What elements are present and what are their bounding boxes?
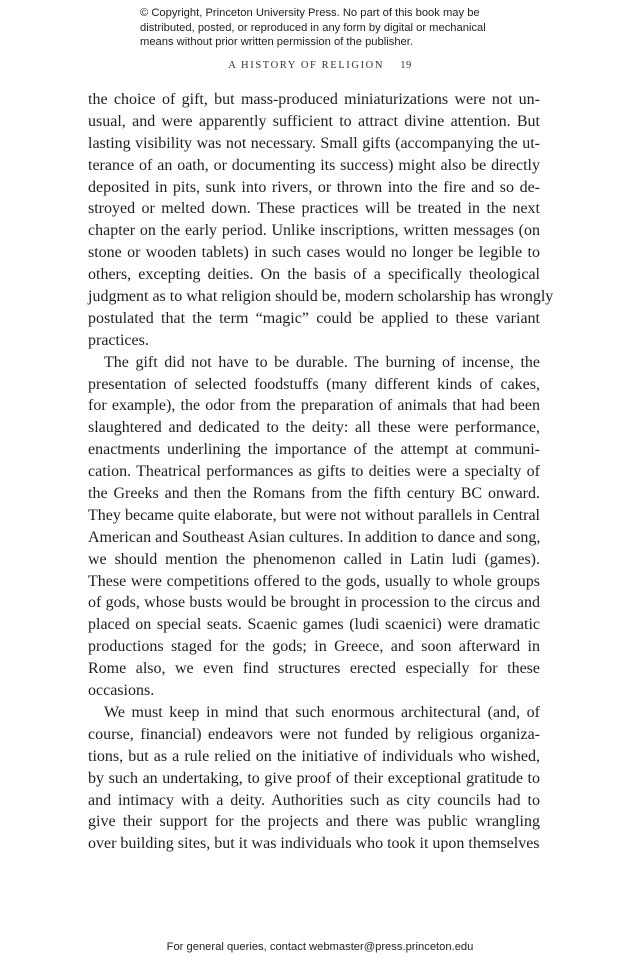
text-line: The gift did not have to be durable. The burning of incense, the — [104, 353, 540, 371]
text-line: slaughtered and dedicated to the deity: all these were performance, — [88, 419, 540, 437]
text-line: enactments underlining the importance of the attempt at communi- — [88, 441, 540, 459]
text-line: We must keep in mind that such enormous architectural (and, of — [104, 703, 540, 721]
copyright-notice — [140, 6, 520, 50]
text-line: cation. Theatrical performances as gifts to deities were a specialty of — [88, 463, 540, 481]
paragraph — [88, 702, 540, 855]
text-line: stroyed or melted down. These practices will be treated in the next — [88, 200, 540, 218]
text-line: course, financial) endeavors were not funded by religious organiza- — [88, 725, 540, 743]
text-line: postulated that the term “magic” could be applied to these variant — [88, 309, 540, 327]
text-line: the Greeks and then the Romans from the fifth century BC onward. — [88, 485, 540, 503]
text-line: the choice of gift, but mass-produced miniaturizations were not un- — [88, 91, 540, 108]
page-number: 19 — [400, 60, 412, 71]
text-line: American and Southeast Asian cultures. In addition to dance and song, — [88, 528, 541, 546]
text-line: presentation of selected foodstuffs (many different kinds of cakes, — [88, 375, 540, 393]
copyright-line: means without prior written permission of the publisher. — [140, 36, 413, 48]
text-line: deposited in pits, sunk into rivers, or thrown into the fire and so de- — [88, 178, 540, 196]
text-line: occasions. — [88, 682, 155, 700]
paragraph — [88, 89, 554, 352]
text-line: by such an undertaking, to give proof of their exceptional gratitude to — [88, 769, 540, 787]
text-line: tions, but as a rule relied on the initiative of individuals who wished, — [88, 747, 540, 765]
text-line: we should mention the phenomenon called in Latin ludi (games). — [88, 550, 540, 568]
text-line: They became quite elaborate, but were not without parallels in Central — [88, 506, 540, 524]
running-head-title: A HISTORY OF RELIGION — [228, 60, 385, 71]
text-line: productions staged for the gods; in Greece, and soon afterward in — [88, 638, 540, 656]
text-line: others, excepting deities. On the basis of a specifically theological — [88, 266, 540, 284]
footer-contact: For general queries, contact webmaster@press.princeton.edu — [166, 941, 474, 953]
running-head — [0, 60, 640, 71]
paragraph — [88, 352, 540, 702]
text-line: for example), the odor from the preparation of animals that had been — [88, 397, 540, 415]
text-line: stone or wooden tablets) in such cases would no longer be legible to — [88, 244, 540, 262]
text-line: give their support for the projects and there was public wrangling — [88, 813, 540, 831]
copyright-line: distributed, posted, or reproduced in any form by digital or mechanical — [140, 21, 486, 34]
text-line: of gods, whose busts would be brought in procession to the circus and — [88, 594, 540, 612]
text-line: lasting visibility was not necessary. Small gifts (accompanying the ut- — [88, 134, 540, 152]
text-line: placed on special seats. Scaenic games (ludi scaenici) were dramatic — [88, 616, 540, 634]
text-line: These were competitions offered to the gods, usually to whole groups — [88, 572, 540, 590]
text-line: Rome also, we even find structures erected especially for these — [88, 660, 540, 678]
text-line: and intimacy with a deity. Authorities such as city councils had to — [88, 791, 540, 809]
text-line: practices. — [88, 331, 149, 349]
text-line: judgment as to what religion should be, modern scholarship has wrongly — [88, 288, 554, 306]
text-line: terance of an oath, or documenting its success) might also be directly — [88, 156, 540, 174]
body-text — [88, 89, 554, 855]
text-line: over building sites, but it was individuals who took it upon themselves — [88, 835, 540, 853]
copyright-line: © Copyright, Princeton University Press. No part of this book may be — [140, 7, 480, 19]
text-line: chapter on the early period. Unlike inscriptions, written messages (on — [88, 222, 540, 240]
text-line: usual, and were apparently sufficient to attract divine attention. But — [88, 112, 540, 130]
